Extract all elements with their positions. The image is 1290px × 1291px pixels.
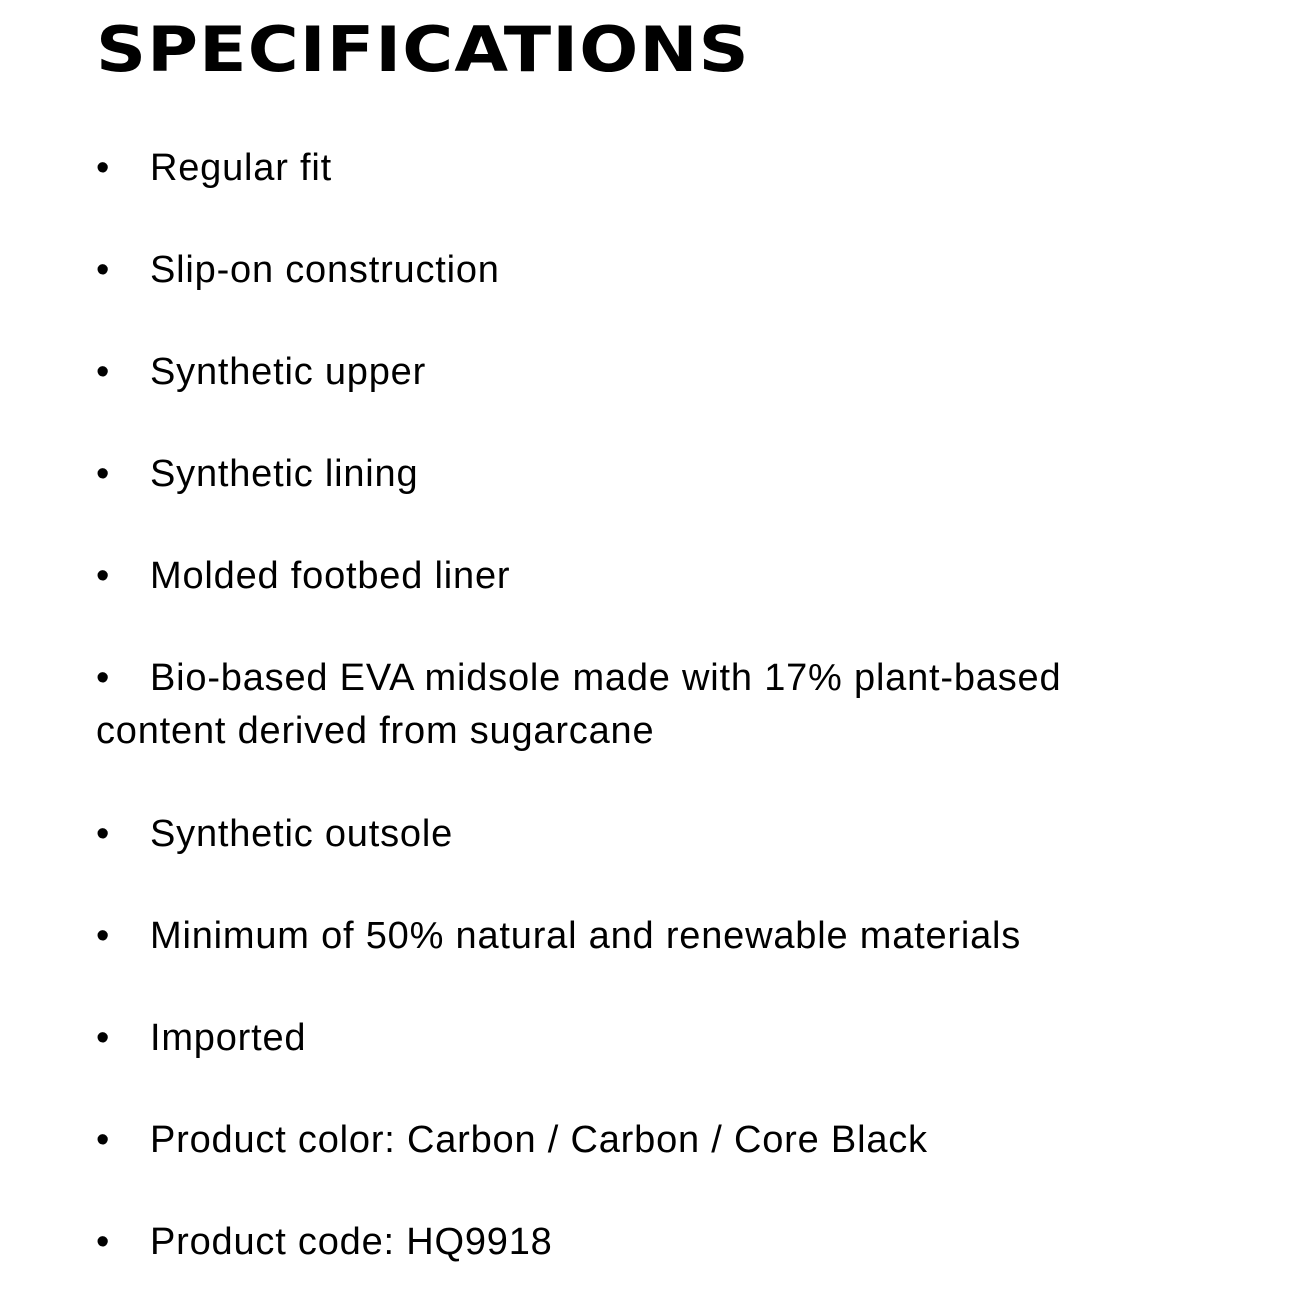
spec-list-item <box>96 448 1156 501</box>
bullet-icon: • <box>96 657 111 699</box>
spec-list-item <box>96 1216 1156 1269</box>
bullet-icon: • <box>96 249 111 291</box>
bullet-icon: • <box>96 1017 111 1059</box>
spec-item-text: Synthetic outsole <box>150 813 453 855</box>
spec-item-text: Synthetic upper <box>150 351 427 393</box>
spec-list-item <box>96 142 1156 195</box>
spec-item-text: Imported <box>150 1017 307 1059</box>
spec-list-item <box>96 244 1156 297</box>
spec-item-text: Regular fit <box>150 147 332 189</box>
spec-list-item <box>96 808 1156 861</box>
bullet-icon: • <box>96 915 111 957</box>
spec-item-text: Minimum of 50% natural and renewable materials <box>150 915 1022 957</box>
spec-list-item <box>96 550 1156 603</box>
spec-list-item <box>96 652 1156 758</box>
spec-list-item <box>96 910 1156 963</box>
section-title: SPECIFICATIONS <box>96 13 750 86</box>
bullet-icon: • <box>96 147 111 189</box>
bullet-icon: • <box>96 351 111 393</box>
spec-item-text: Molded footbed liner <box>150 555 511 597</box>
spec-list-item <box>96 346 1156 399</box>
spec-item-text: Product code: HQ9918 <box>150 1221 553 1263</box>
bullet-icon: • <box>96 1119 111 1161</box>
spec-item-text: Bio-based EVA midsole made with 17% plant-based content derived from sugarcane <box>96 657 1062 752</box>
bullet-icon: • <box>96 813 111 855</box>
spec-item-text: Synthetic lining <box>150 453 419 495</box>
bullet-icon: • <box>96 1221 111 1263</box>
bullet-icon: • <box>96 453 111 495</box>
spec-list-item <box>96 1114 1156 1167</box>
spec-list-item <box>96 1012 1156 1065</box>
spec-item-text: Slip-on construction <box>150 249 500 291</box>
spec-item-text: Product color: Carbon / Carbon / Core Black <box>150 1119 928 1161</box>
bullet-icon: • <box>96 555 111 597</box>
